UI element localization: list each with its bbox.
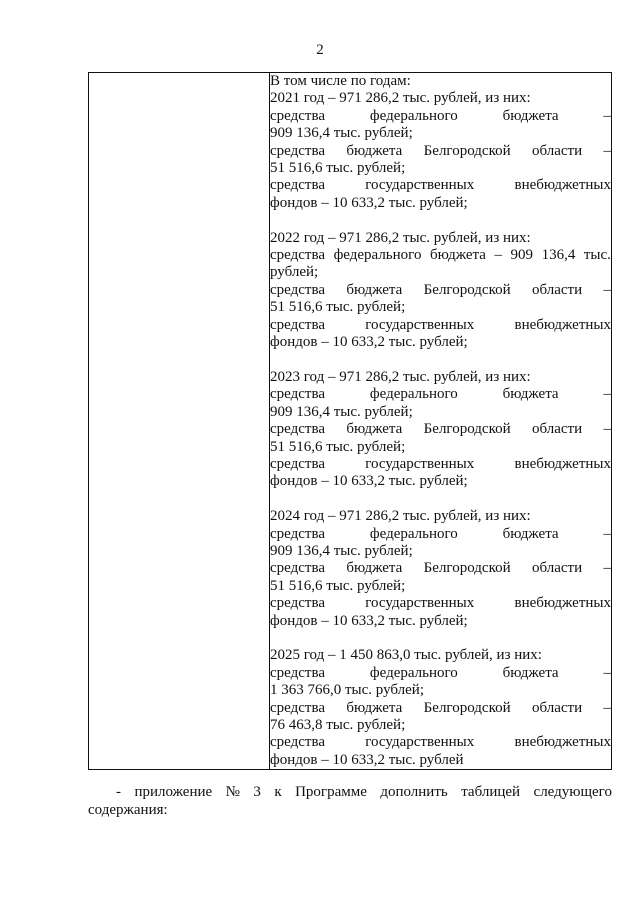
word: федерального (369, 664, 458, 681)
block-gap (270, 212, 611, 229)
page-number: 2 (316, 42, 324, 58)
word: следующего (533, 784, 612, 800)
justified-line (270, 143, 611, 160)
justified-line (270, 665, 611, 682)
word: таблицей (461, 784, 521, 800)
word: бюджета (502, 664, 559, 681)
years-list (270, 90, 611, 769)
text-line: 909 136,4 тыс. рублей; (270, 542, 413, 559)
word: внебюджетных (514, 316, 611, 333)
word: средства (270, 421, 326, 438)
year-header: 2023 год – 971 286,2 тыс. рублей, из них: (270, 368, 531, 385)
word: дополнить (380, 784, 448, 800)
justified-line (270, 108, 611, 125)
word: – (603, 525, 611, 542)
word: средства (270, 560, 326, 577)
text-line: 1 363 766,0 тыс. рублей; (270, 682, 424, 699)
word: бюджета (346, 560, 403, 577)
word: области (531, 699, 583, 716)
intro-line: В том числе по годам: (270, 73, 411, 89)
text-line: 909 136,4 тыс. рублей; (270, 403, 413, 420)
text-line: 51 516,6 тыс. рублей; (270, 438, 406, 455)
word: – (603, 386, 611, 403)
justified-line (270, 734, 611, 751)
word: Белгородской (423, 560, 511, 577)
footer-paragraph (88, 783, 612, 819)
word: средства (270, 664, 326, 681)
text-line: 76 463,8 тыс. рублей; (270, 716, 406, 733)
word: государственных (365, 177, 475, 194)
word: – (603, 281, 611, 298)
word: – (603, 421, 611, 438)
year-header: 2022 год – 971 286,2 тыс. рублей, из них: (270, 229, 531, 246)
word: государственных (365, 455, 475, 472)
year-block (270, 369, 611, 491)
word: средства (270, 699, 326, 716)
word: Программе (295, 784, 367, 800)
text-line: 51 516,6 тыс. рублей; (270, 299, 406, 316)
justified-line (270, 526, 611, 543)
justified-line (270, 317, 611, 334)
word: внебюджетных (514, 455, 611, 472)
word: области (531, 421, 583, 438)
word: средства (270, 734, 326, 751)
word: Белгородской (423, 699, 511, 716)
word: – (603, 142, 611, 159)
text-line: 51 516,6 тыс. рублей; (270, 160, 406, 177)
word: бюджета (502, 525, 559, 542)
word: – (603, 107, 611, 124)
year-header: 2024 год – 971 286,2 тыс. рублей, из них: (270, 508, 531, 525)
word: Белгородской (423, 421, 511, 438)
word: бюджета (502, 386, 559, 403)
text-line: рублей; (270, 264, 319, 281)
word: 3 (253, 784, 261, 800)
word: средства (270, 281, 326, 298)
justified-line (270, 700, 611, 717)
word: внебюджетных (514, 734, 611, 751)
table-row (89, 73, 612, 770)
word: к (274, 784, 282, 800)
text-line: фондов – 10 633,2 тыс. рублей; (270, 194, 468, 211)
text-line: 909 136,4 тыс. рублей; (270, 125, 413, 142)
block-gap (270, 630, 611, 647)
word: бюджета (346, 281, 403, 298)
word: - (116, 784, 121, 800)
block-gap (270, 351, 611, 368)
word: – (603, 560, 611, 577)
word: № (225, 784, 240, 800)
word: 909 (510, 247, 534, 264)
word: области (531, 560, 583, 577)
justified-line (270, 177, 611, 194)
year-block (270, 647, 611, 769)
word: – (603, 664, 611, 681)
text-line: фондов – 10 633,2 тыс. рублей; (270, 473, 468, 490)
word: – (494, 247, 502, 264)
justified-line (270, 247, 611, 264)
word: средства (270, 525, 326, 542)
word: федерального (333, 247, 422, 264)
justified-line (270, 386, 611, 403)
word: 136,4 (541, 247, 576, 264)
text-line: фондов – 10 633,2 тыс. рублей; (270, 612, 468, 629)
word: области (531, 142, 583, 159)
word: средства (270, 595, 326, 612)
text-line: фондов – 10 633,2 тыс. рублей; (270, 334, 468, 351)
word: тыс. (583, 247, 611, 264)
year-block (270, 508, 611, 630)
word: государственных (365, 595, 475, 612)
table-cell-left (89, 73, 270, 770)
block-gap (270, 491, 611, 508)
word: средства (270, 142, 326, 159)
word: бюджета (430, 247, 486, 264)
word: федерального (369, 107, 458, 124)
word: бюджета (346, 699, 403, 716)
word: государственных (365, 316, 475, 333)
funding-table (88, 72, 612, 770)
word: федерального (369, 525, 458, 542)
word: приложение (134, 784, 213, 800)
word: средства (270, 455, 326, 472)
justified-line (270, 595, 611, 612)
table-cell-right (270, 73, 612, 770)
year-block (270, 230, 611, 352)
justified-line (270, 560, 611, 577)
text-line: 51 516,6 тыс. рублей; (270, 577, 406, 594)
word: средства (270, 247, 326, 264)
justified-line (270, 421, 611, 438)
footer-line-2: содержания: (88, 802, 168, 818)
word: средства (270, 386, 326, 403)
word: средства (270, 316, 326, 333)
word: государственных (365, 734, 475, 751)
word: бюджета (502, 107, 559, 124)
footer-line-1 (88, 783, 612, 801)
word: федерального (369, 386, 458, 403)
justified-line (270, 456, 611, 473)
word: средства (270, 107, 326, 124)
year-header: 2025 год – 1 450 863,0 тыс. рублей, из них: (270, 647, 542, 664)
word: Белгородской (423, 281, 511, 298)
word: Белгородской (423, 142, 511, 159)
word: средства (270, 177, 326, 194)
word: области (531, 281, 583, 298)
year-block (270, 90, 611, 212)
justified-line (270, 282, 611, 299)
word: – (603, 699, 611, 716)
word: бюджета (346, 421, 403, 438)
word: бюджета (346, 142, 403, 159)
text-line: фондов – 10 633,2 тыс. рублей (270, 751, 464, 768)
word: внебюджетных (514, 177, 611, 194)
word: внебюджетных (514, 595, 611, 612)
year-header: 2021 год – 971 286,2 тыс. рублей, из них: (270, 90, 531, 107)
